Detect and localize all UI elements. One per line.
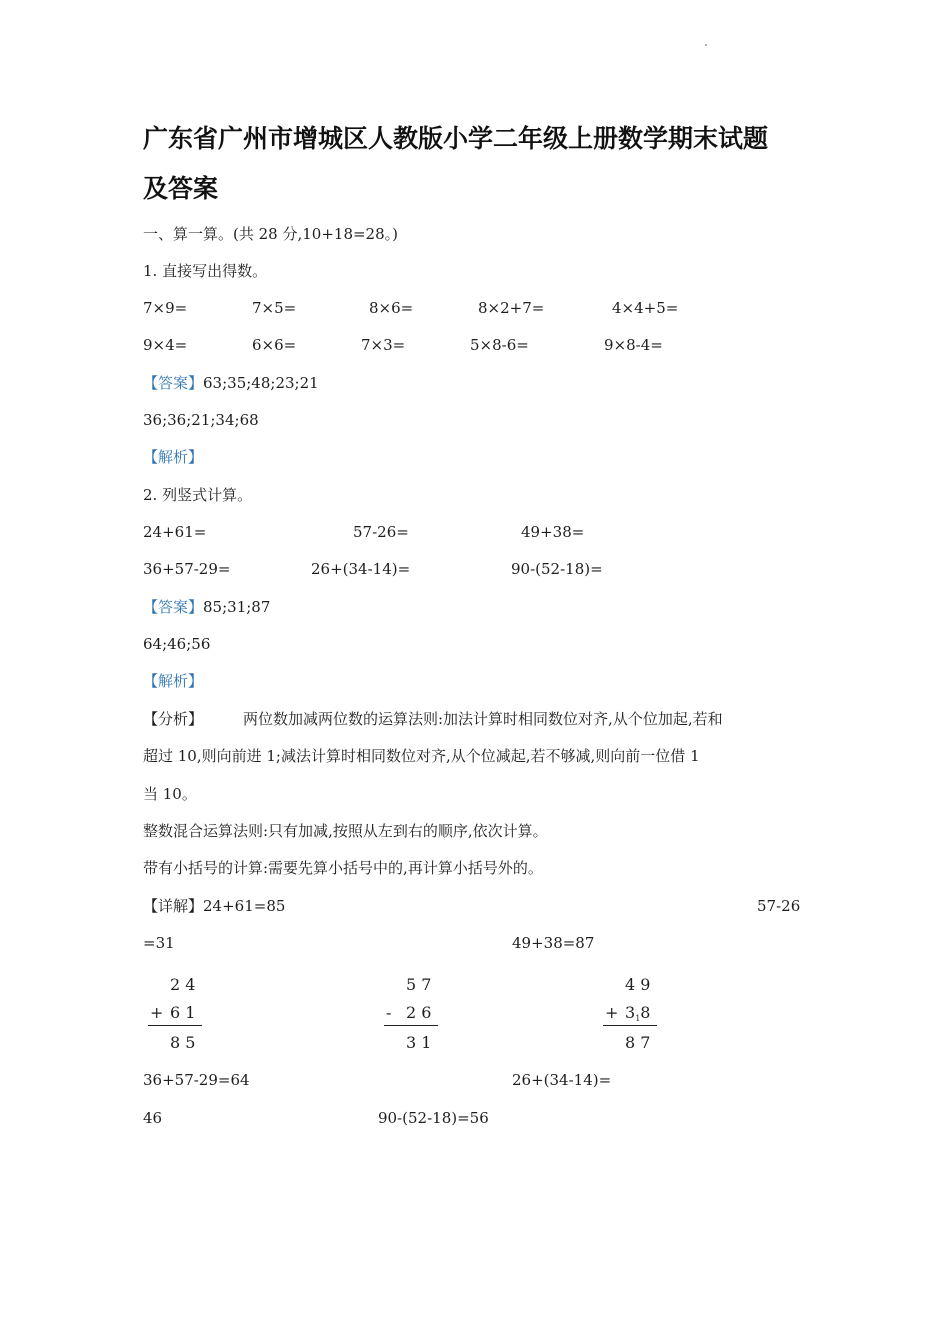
- q1-expr: 4×4+5=: [612, 299, 679, 317]
- q2-expr: 49+38=: [521, 523, 585, 541]
- fenxi-tag: 【分析】: [143, 710, 204, 728]
- detail-text: 24+61=85: [203, 897, 286, 915]
- vc-result: 8 5: [170, 1033, 196, 1052]
- q1-expr: 8×6=: [369, 299, 414, 317]
- q2-expr: 24+61=: [143, 523, 207, 541]
- vc-top: 4 9: [625, 975, 651, 994]
- vc-top: 5 7: [406, 975, 432, 994]
- detail-text: 36+57-29=64: [143, 1071, 250, 1089]
- detail-text: 57-26: [757, 897, 801, 915]
- vc-mid: 6 1: [170, 1003, 196, 1022]
- vc-line: [148, 1025, 202, 1026]
- answer-tag: 【答案】: [143, 374, 204, 392]
- q1-answer: [143, 373, 319, 393]
- vc-mid: [625, 1002, 650, 1027]
- page-title-line2: 及答案: [143, 174, 219, 203]
- detail-tag: 【详解】: [143, 897, 204, 915]
- q2-answer: [143, 597, 270, 617]
- section-heading: 一、算一算。(共 28 分,10+18=28。): [143, 225, 398, 243]
- vc-result: 8 7: [625, 1033, 651, 1052]
- vc-operator: -: [386, 1003, 392, 1022]
- q1-expr: 7×9=: [143, 299, 188, 317]
- question-2-label: 2. 列竖式计算。: [143, 486, 253, 504]
- answer-text: 85;31;87: [203, 598, 271, 616]
- q2-expr: 90-(52-18)=: [511, 560, 603, 578]
- vc-operator: +: [605, 1003, 619, 1022]
- vc-mid-digit: 3: [625, 1003, 636, 1022]
- answer-tag: 【答案】: [143, 598, 204, 616]
- q2-expr: 57-26=: [353, 523, 409, 541]
- q1-expr: 7×5=: [252, 299, 297, 317]
- q1-expr: 7×3=: [361, 336, 406, 354]
- q1-expr: 5×8-6=: [470, 336, 529, 354]
- q2-expr: 26+(34-14)=: [311, 560, 411, 578]
- vc-mid: 2 6: [406, 1003, 432, 1022]
- q1-expr: 9×4=: [143, 336, 188, 354]
- q2-analysis-tag: 【解析】: [143, 672, 204, 690]
- q1-expr: 8×2+7=: [478, 299, 545, 317]
- page-title: 广东省广州市增城区人教版小学二年级上册数学期末试题: [143, 124, 769, 153]
- q2-answer-line2: 64;46;56: [143, 635, 211, 653]
- q1-expr: 6×6=: [252, 336, 297, 354]
- rule-bracket: 带有小括号的计算:需要先算小括号中的,再计算小括号外的。: [143, 859, 543, 877]
- fenxi-text: 超过 10,则向前进 1;减法计算时相同数位对齐,从个位减起,若不够减,则向前一位借 1: [143, 747, 700, 765]
- detail-line: [143, 896, 285, 916]
- detail-text: 90-(52-18)=56: [378, 1109, 489, 1127]
- question-1-label: 1. 直接写出得数。: [143, 262, 268, 280]
- answer-text: 63;35;48;23;21: [203, 374, 319, 392]
- vc-line: [603, 1025, 657, 1026]
- vc-top: 2 4: [170, 975, 196, 994]
- vc-carry: 1: [635, 1014, 641, 1023]
- rule-mixed: 整数混合运算法则:只有加减,按照从左到右的顺序,依次计算。: [143, 822, 548, 840]
- detail-text: 46: [143, 1109, 163, 1127]
- fenxi-text: 两位数加减两位数的运算法则:加法计算时相同数位对齐,从个位加起,若和: [243, 710, 723, 728]
- detail-text: 26+(34-14)=: [512, 1071, 612, 1089]
- q1-analysis-tag: 【解析】: [143, 448, 204, 466]
- q1-expr: 9×8-4=: [604, 336, 663, 354]
- vc-line: [384, 1025, 438, 1026]
- detail-text: 49+38=87: [512, 934, 595, 952]
- vc-mid-digit: 8: [640, 1003, 651, 1022]
- corner-mark: [705, 44, 707, 46]
- detail-text: =31: [143, 934, 175, 952]
- fenxi-text: 当 10。: [143, 785, 197, 803]
- vc-result: 3 1: [406, 1033, 432, 1052]
- q1-answer-line2: 36;36;21;34;68: [143, 411, 259, 429]
- q2-expr: 36+57-29=: [143, 560, 231, 578]
- vc-operator: +: [150, 1003, 164, 1022]
